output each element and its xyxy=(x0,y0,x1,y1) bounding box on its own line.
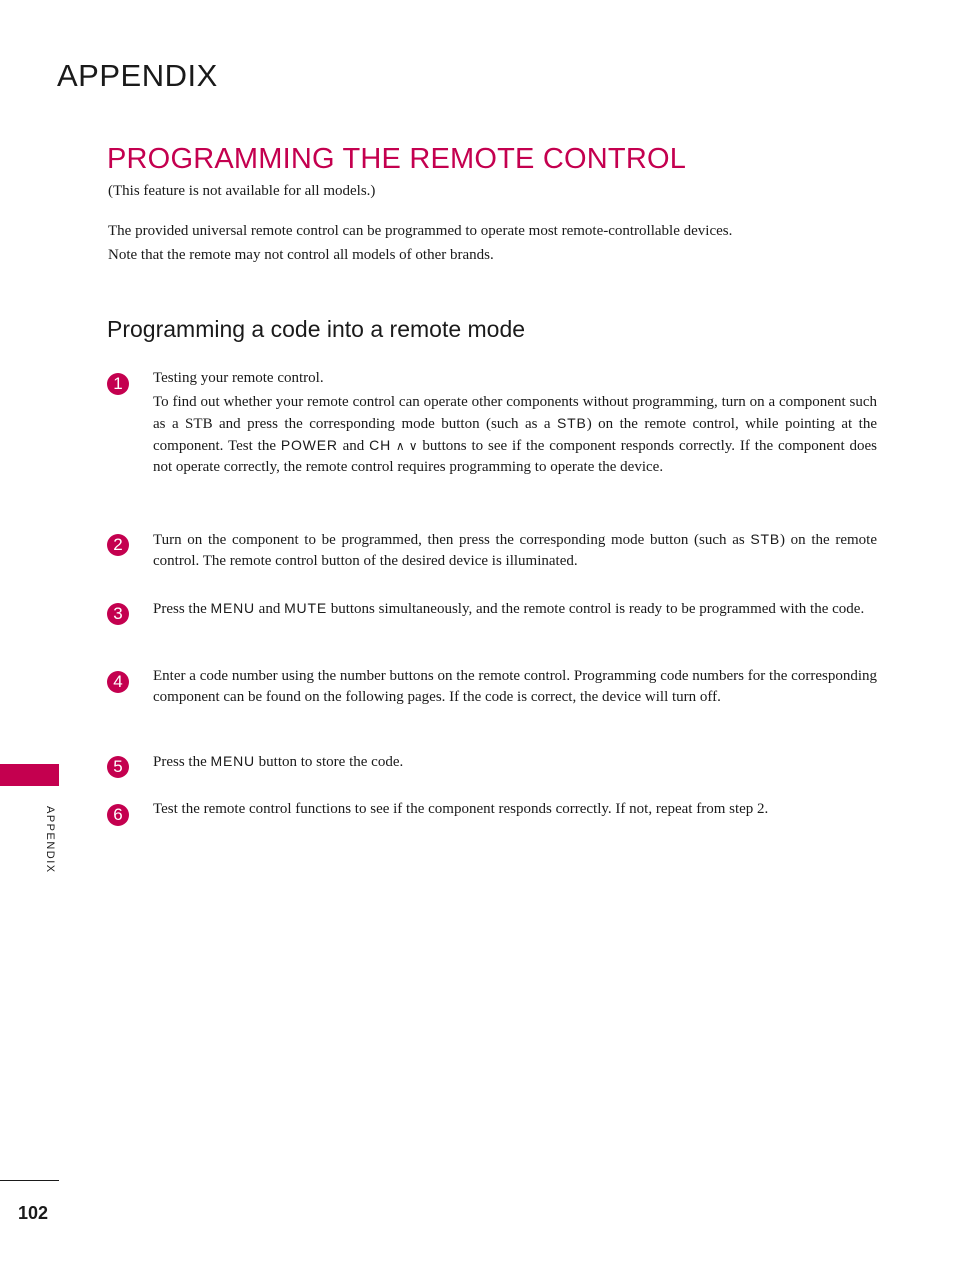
step-text xyxy=(153,666,877,708)
step-number-badge: 4 xyxy=(107,671,129,693)
section-header: APPENDIX xyxy=(57,58,218,93)
step-paragraph: To find out whether your remote control can operate other components without programming, turn on a component such as a STB and press the corresponding mode button (such as a STB) on the remote control, while pointing at the component. Test the POWER and CH ∧ ∨ buttons to see if the component responds correctly. If the component does not operate correctly, the remote control requires programming to operate the device. xyxy=(153,394,878,475)
menu-key-label: MENU xyxy=(210,753,255,769)
step-number-badge: 3 xyxy=(107,603,129,625)
step-text xyxy=(153,751,877,773)
up-down-arrow-icon: ∧ ∨ xyxy=(395,439,418,453)
stb-key-label: STB xyxy=(750,531,781,547)
step-number-badge: 5 xyxy=(107,756,129,778)
intro-paragraph: The provided universal remote control can be programmed to operate most remote-controllable devices. xyxy=(108,223,733,239)
menu-key-label: MENU xyxy=(210,600,255,616)
step-paragraph: Enter a code number using the number buttons on the remote control. Programming code numbers for the corresponding component can be found on the following pages. If the code is correct, the device will turn off. xyxy=(153,668,877,705)
power-key-label: POWER xyxy=(280,437,338,453)
footer-divider xyxy=(0,1180,59,1181)
ch-key-label: CH xyxy=(369,437,391,453)
section-subtitle: Programming a code into a remote mode xyxy=(107,316,526,342)
availability-note: (This feature is not available for all models.) xyxy=(108,183,376,199)
mute-key-label: MUTE xyxy=(284,600,327,616)
side-section-label: APPENDIX xyxy=(44,806,56,874)
step-number-badge: 6 xyxy=(107,804,129,826)
stb-key-label: STB xyxy=(557,415,587,431)
step-heading: Testing your remote control. xyxy=(153,370,324,386)
side-tab-marker xyxy=(0,764,59,786)
step-text xyxy=(153,799,877,820)
intro-paragraph: Note that the remote may not control all models of other brands. xyxy=(108,247,494,263)
intro-text xyxy=(108,219,868,267)
step-text xyxy=(153,598,877,620)
page-title: PROGRAMMING THE REMOTE CONTROL xyxy=(107,143,687,175)
page-number: 102 xyxy=(18,1203,49,1223)
step-paragraph: Press the MENU button to store the code. xyxy=(153,753,404,770)
step-number-badge: 2 xyxy=(107,534,129,556)
step-paragraph: Test the remote control functions to see if the component responds correctly. If not, repeat from step 2. xyxy=(153,801,769,817)
step-paragraph: Press the MENU and MUTE buttons simultaneously, and the remote control is ready to be programmed with the code. xyxy=(153,600,865,617)
step-text xyxy=(153,529,877,572)
step-number-badge: 1 xyxy=(107,373,129,395)
step-paragraph: Turn on the component to be programmed, then press the corresponding mode button (such as STB) on the remote control. The remote control button of the desired device is illuminated. xyxy=(153,531,878,569)
step-text xyxy=(153,368,877,478)
